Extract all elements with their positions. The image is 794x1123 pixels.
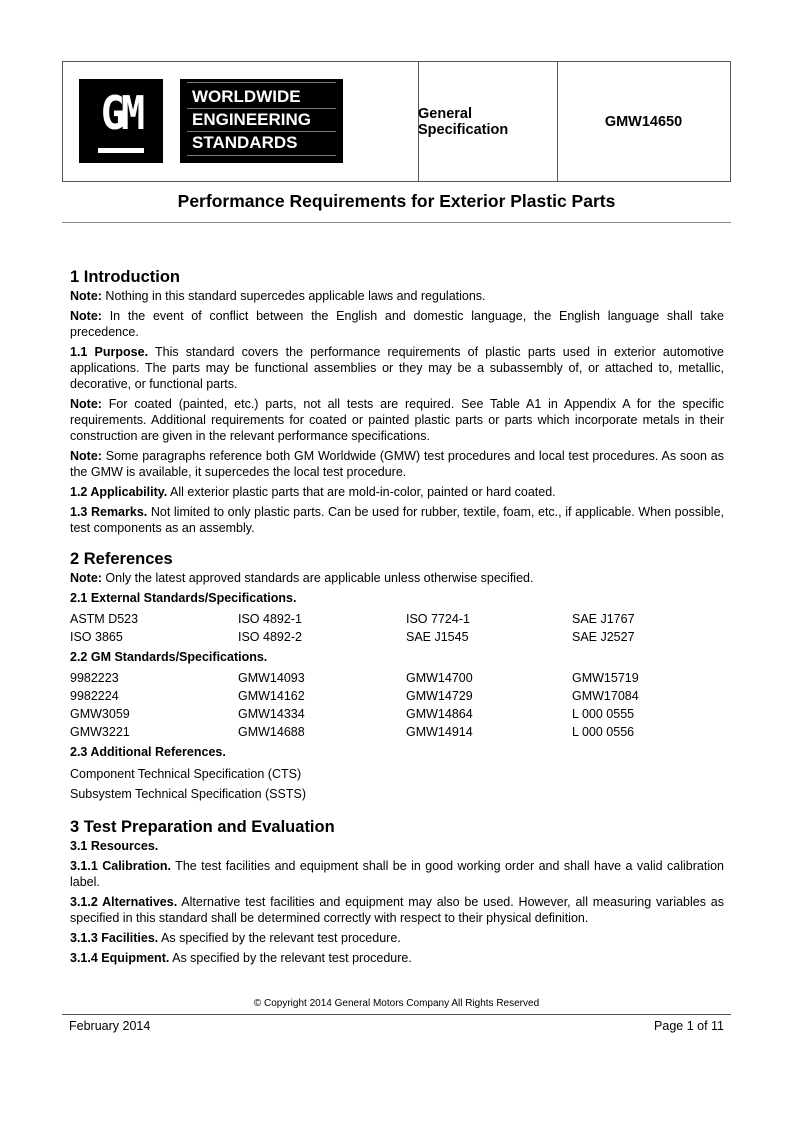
reference-item: L 000 0555 (572, 707, 635, 721)
reference-grid (70, 669, 724, 741)
banner-line: STANDARDS (192, 133, 298, 152)
footer-divider (62, 1014, 731, 1015)
note-label: Note: (70, 449, 102, 463)
reference-item: GMW14729 (406, 689, 473, 703)
reference-item: GMW14093 (238, 671, 305, 685)
clause-label: 1.1 Purpose. (70, 345, 149, 359)
reference-item: GMW14864 (406, 707, 473, 721)
paragraph (70, 448, 724, 480)
reference-item: Subsystem Technical Specification (SSTS) (70, 787, 306, 801)
paragraph (70, 484, 724, 500)
clause-label: 1.2 Applicability. (70, 485, 168, 499)
paragraph-text: All exterior plastic parts that are mold-in-color, painted or hard coated. (167, 485, 556, 499)
banner-rule (187, 82, 336, 83)
reference-item: ASTM D523 (70, 612, 139, 626)
paragraph-text: Alternative test facilities and equipment may also be used. However, all measuring variables as specified in this standard shall be determined correctly with respect to their physical definition. (70, 895, 724, 925)
note-label: Note: (70, 397, 102, 411)
gm-logo (79, 79, 163, 163)
title-divider (62, 222, 731, 223)
reference-item: Component Technical Specification (CTS) (70, 767, 302, 781)
copyright-notice: © Copyright 2014 General Motors Company All Rights Reserved (253, 998, 540, 1009)
reference-list (70, 764, 724, 804)
paragraph (70, 288, 724, 304)
reference-item: GMW15719 (572, 671, 639, 685)
paragraph-text: Not limited to only plastic parts. Can be used for rubber, textile, foam, etc., if applicable. When possible, test components as an assembly. (70, 505, 725, 535)
paragraph-text: The test facilities and equipment shall be in good working order and shall have a valid calibration label. (70, 859, 724, 889)
paragraph-text: As specified by the relevant test procedure. (158, 931, 401, 945)
paragraph (70, 950, 724, 966)
subsection-heading: 3.1 Resources. (70, 839, 159, 853)
reference-item: 9982223 (70, 671, 119, 685)
subsection-heading: 2.2 GM Standards/Specifications. (70, 650, 268, 664)
clause-label: 3.1.4 Equipment. (70, 951, 170, 965)
reference-item: ISO 4892-2 (238, 630, 302, 644)
banner-rule (187, 108, 336, 109)
document-number: GMW14650 (604, 113, 683, 130)
note-label: Note: (70, 309, 102, 323)
page-number: Page 1 of 11 (654, 1019, 724, 1033)
banner-rule (187, 155, 336, 156)
note-label: Note: (70, 289, 102, 303)
paragraph-text: Only the latest approved standards are applicable unless otherwise specified. (101, 571, 534, 585)
clause-label: 3.1.3 Facilities. (70, 931, 159, 945)
paragraph-text: This standard covers the performance requirements of plastic parts used in exterior automotive applications. The parts may be functional assemblies or they may be a subassembly of, or attached to, metallic, decorative, or functional parts. (70, 345, 724, 391)
reference-item: GMW17084 (572, 689, 639, 703)
header-table (62, 61, 731, 182)
reference-item: ISO 3865 (70, 630, 123, 644)
clause-label: 3.1.1 Calibration. (70, 859, 171, 873)
standards-banner (180, 79, 343, 163)
reference-item: GMW14334 (238, 707, 305, 721)
banner-line: WORLDWIDE (192, 87, 301, 106)
clause-label: 1.3 Remarks. (70, 505, 148, 519)
reference-item: SAE J2527 (572, 630, 635, 644)
paragraph-text: As specified by the relevant test procedure. (169, 951, 412, 965)
reference-item: GMW14688 (238, 725, 305, 739)
paragraph-text: For coated (painted, etc.) parts, not all tests are required. See Table A1 in Appendix A for the specific requirements. Additional requirements for coated or painted plastic parts or parts which incorporate metals in their construction are given in the relevant performance specifications. (70, 397, 724, 443)
paragraph (70, 570, 724, 586)
reference-item: GMW14162 (238, 689, 305, 703)
reference-item: GMW3059 (70, 707, 130, 721)
banner-rule (187, 131, 336, 132)
reference-item: SAE J1767 (572, 612, 635, 626)
reference-item: GMW3221 (70, 725, 130, 739)
clause-label: 3.1.2 Alternatives. (70, 895, 178, 909)
footer-date: February 2014 (69, 1019, 151, 1033)
section-heading: 1 Introduction (70, 268, 180, 286)
paragraph-text: Nothing in this standard supercedes applicable laws and regulations. (101, 289, 486, 303)
reference-grid (70, 610, 724, 646)
paragraph (70, 396, 724, 444)
spec-type: General Specification (418, 105, 509, 138)
reference-item: ISO 4892-1 (238, 612, 302, 626)
paragraph (70, 504, 724, 536)
gm-logo-text: GM (100, 87, 142, 141)
subsection-heading: 2.3 Additional References. (70, 745, 226, 759)
reference-item: GMW14914 (406, 725, 473, 739)
reference-item: L 000 0556 (572, 725, 635, 739)
paragraph-text: Some paragraphs reference both GM Worldwide (GMW) test procedures and local test procedures. As soon as the GMW is available, it supercedes the local test procedure. (70, 449, 724, 479)
section-heading: 3 Test Preparation and Evaluation (70, 818, 335, 836)
section-heading: 2 References (70, 550, 173, 568)
document-body (70, 266, 724, 970)
subsection-heading: 2.1 External Standards/Specifications. (70, 591, 297, 605)
paragraph (70, 344, 724, 392)
reference-item: SAE J1545 (406, 630, 469, 644)
document-title: Performance Requirements for Exterior Plastic Parts (177, 191, 616, 211)
paragraph (70, 858, 724, 890)
paragraph (70, 930, 724, 946)
paragraph (70, 894, 724, 926)
paragraph (70, 308, 724, 340)
banner-line: ENGINEERING (192, 110, 312, 129)
paragraph-text: In the event of conflict between the English and domestic language, the English language shall take precedence. (70, 309, 724, 339)
reference-item: GMW14700 (406, 671, 473, 685)
reference-item: ISO 7724-1 (406, 612, 470, 626)
gm-logo-bar (98, 148, 144, 153)
reference-item: 9982224 (70, 689, 119, 703)
note-label: Note: (70, 571, 102, 585)
